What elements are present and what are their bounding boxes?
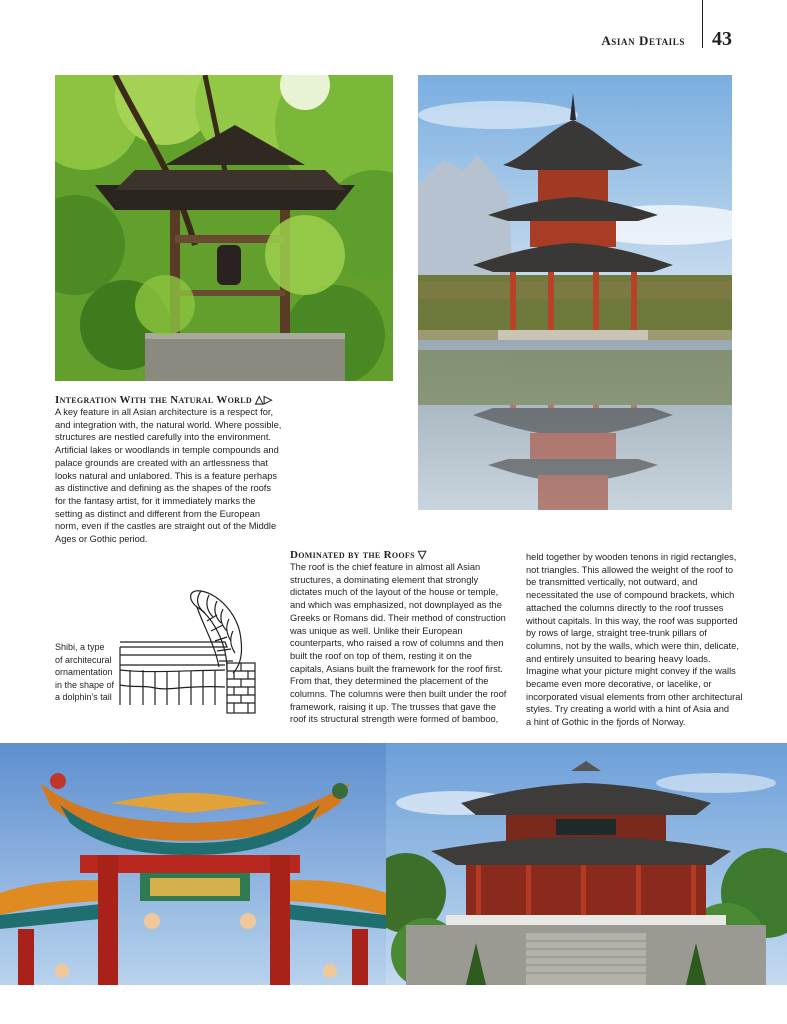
body-line: held together by wooden tenons in rigid rectangles, (526, 552, 737, 562)
roofs-body-column-2 (526, 551, 743, 729)
body-line: counterparts, who raised a row of columns and then (290, 638, 504, 649)
body-line: dictates much of the layout of the house or temple, (290, 587, 499, 598)
body-line: became even more decorative, or lacelike, or (526, 679, 712, 690)
header-divider (702, 0, 703, 48)
arrow-icon: ▽ (417, 549, 427, 561)
arrow-icon: △▷ (255, 394, 273, 406)
body-line: as distinctive and defining as the shapes of the roofs (55, 483, 272, 494)
body-line: palace grounds are created with an artlessness that (55, 457, 268, 468)
caption-line: Shibi, a type (55, 642, 105, 652)
body-line: was unique as well. Unlike their European (290, 625, 463, 636)
page-number: 43 (712, 28, 732, 50)
caption-line: of architecural (55, 654, 112, 665)
body-line: styles. Try creating a world with a hint of Asia and (526, 704, 730, 715)
body-line: incorporated visual elements from other architectural (526, 691, 743, 702)
caption-line: a dolphin's tail (55, 692, 112, 703)
body-line: capitals, Asians built the framework for the roof first. (290, 663, 503, 674)
heading-text: Dominated by the Roofs (290, 549, 415, 561)
section-heading-natural-world (55, 393, 273, 406)
body-line: necessitated the use of compound brackets, which (526, 590, 735, 601)
photo-pagoda (418, 75, 732, 510)
body-line: roof its structural strength were formed of bamboo, (290, 714, 499, 725)
body-line: setting as distinct and different from the European (55, 508, 260, 519)
body-line: Ages or Gothic period. (55, 534, 148, 545)
body-line: be transmitted vertically, not outward, and (526, 577, 698, 588)
body-line: Imagine what your picture might convey if the walls (526, 666, 736, 677)
body-line: columns, not by the walls, which were thin, delicate, (526, 640, 739, 651)
body-line: and entirely unsuited to bearing heavy loads. (526, 653, 711, 664)
photo-hilltop-temple (386, 743, 787, 985)
heading-text: Integration With the Natural World (55, 394, 252, 406)
body-line: and integration with, the natural world. Where possible, (55, 419, 282, 430)
body-line: built the roof on top of them, resting it on the (290, 650, 472, 661)
body-line: The roof is the chief feature in almost all Asian (290, 562, 481, 572)
body-line: Greeks or Romans did. Their method of construction (290, 612, 506, 623)
photo-bell-pavilion (55, 75, 393, 381)
section-heading-roofs (290, 548, 427, 561)
body-line: structures are nestled carefully into the environment. (55, 432, 272, 443)
natural-world-body (55, 406, 281, 546)
body-line: From that, they determined the placement of the (290, 676, 489, 687)
roofs-body-column-1 (290, 561, 506, 726)
body-line: framework, raising it up. The trusses that gave the (290, 701, 497, 712)
body-line: structures, a dominating element that strongly (290, 574, 479, 585)
caption-line: in the shape of (55, 679, 115, 690)
body-line: norm, even if the castles are straight out of the Middle (55, 521, 277, 532)
caption-line: ornamentation (55, 667, 113, 678)
shibi-illustration (115, 585, 260, 720)
body-line: attached the columns directly to the roof trusses (526, 602, 724, 613)
body-line: a hint of Gothic in the fjords of Norway. (526, 717, 686, 728)
body-line: Artificial lakes or woodlands in temple compounds and (55, 445, 279, 456)
body-line: and which was emphasized, not downplayed as the (290, 600, 502, 611)
body-line: for the fantasy artist, for it immediately marks the (55, 495, 256, 506)
body-line: looks natural and unlabored. This is a feature perhaps (55, 470, 278, 481)
shibi-caption (55, 641, 114, 704)
body-line: columns. The columns were then built under the roof (290, 689, 507, 700)
photo-ornate-gate (0, 743, 386, 985)
running-title: Asian Details (601, 33, 685, 48)
body-line: by rows of large, straight tree-trunk pillars of (526, 628, 707, 639)
body-line: A key feature in all Asian architecture is a respect for, (55, 407, 274, 417)
body-line: without capitals. In this way, the roof was supported (526, 615, 738, 626)
body-line: not triangles. This allowed the weight of the roof to (526, 564, 734, 575)
